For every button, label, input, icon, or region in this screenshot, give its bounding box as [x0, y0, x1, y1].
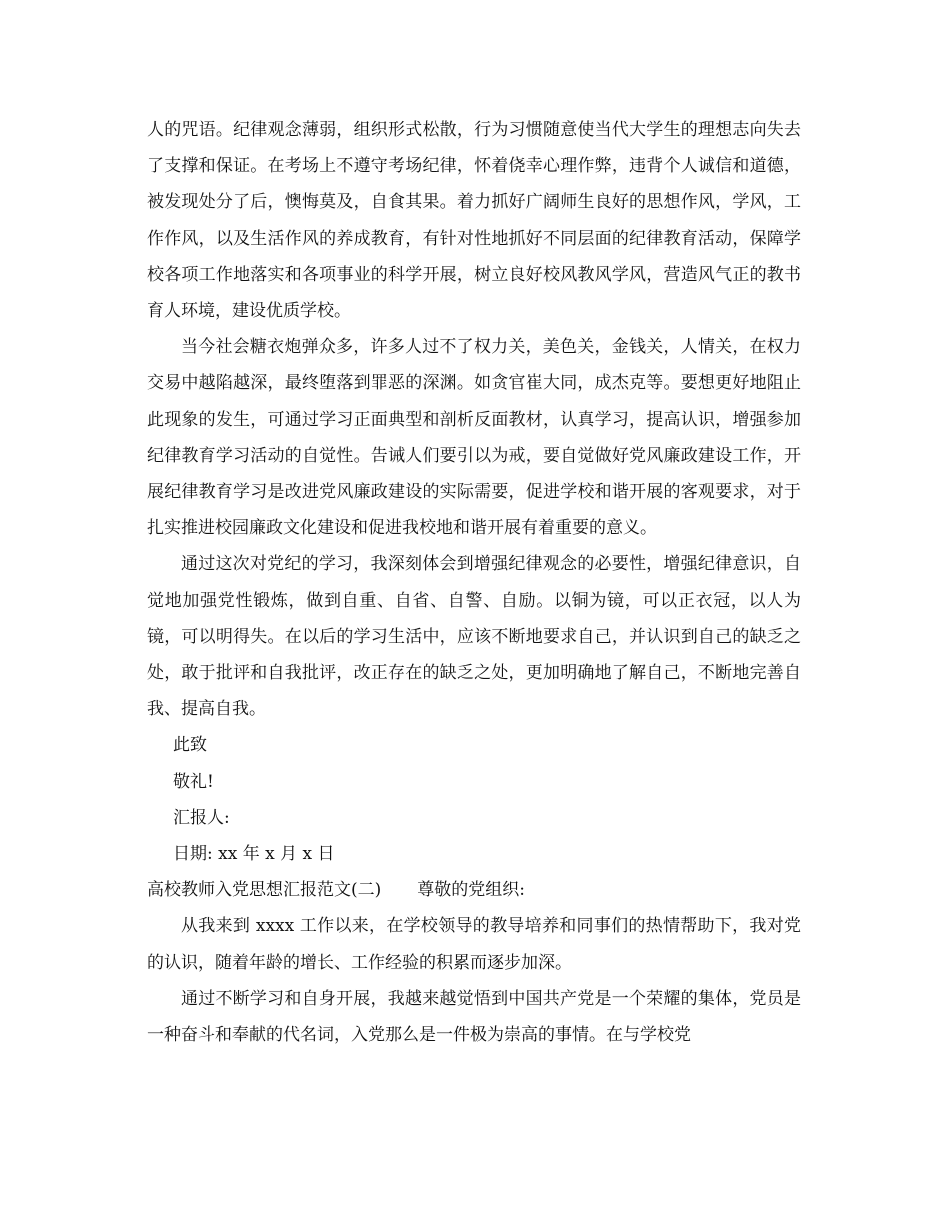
section-title: 高校教师入党思想汇报范文(二): [147, 880, 382, 901]
document-body: [147, 112, 801, 1053]
paragraph-continued: 人的咒语。纪律观念薄弱，组织形式松散，行为习惯随意使当代大学生的理想志向失去了支撑和保证。在考场上不遵守考场纪律，怀着侥幸心理作弊，违背个人诚信和道德，被发现处分了后，懊悔莫及，自食其果。着力抓好广阔师生良好的思想作风，学风，工作作风，以及生活作风的养成教育，有针对性地抓好不同层面的纪律教育活动，保障学校各项工作地落实和各项事业的科学开展，树立良好校风教风学风，营造风气正的教书育人环境，建设优质学校。: [147, 120, 801, 322]
paragraph-intro: 从我来到 xxxx 工作以来，在学校领导的教导培养和同事们的热情帮助下，我对党的认识，随着年龄的增长、工作经验的积累而逐步加深。: [147, 916, 801, 973]
closing-cizhi: 此致: [173, 735, 207, 756]
section-salutation: 尊敬的党组织:: [417, 880, 525, 901]
paragraph-temptations: 当今社会糖衣炮弹众多，许多人过不了权力关，美色关，金钱关，人情关，在权力交易中越陷越深，最终堕落到罪恶的深渊。如贪官崔大同，成杰克等。要想更好地阻止此现象的发生，可通过学习正面典型和剖析反面教材，认真学习，提高认识，增强参加纪律教育学习活动的自觉性。告诫人们要引以为戒，要自觉做好党风廉政建设工作，开展纪律教育学习是改进党风廉政建设的实际需要，促进学校和谐开展的客观要求，对于扎实推进校园廉政文化建设和促进我校地和谐开展有着重要的意义。: [147, 337, 801, 539]
closing-reporter: 汇报人:: [173, 807, 230, 828]
paragraph-reflection: 通过这次对党纪的学习，我深刻体会到增强纪律观念的必要性，增强纪律意识，自觉地加强党性锻炼，做到自重、自省、自警、自励。以铜为镜，可以正衣冠，以人为镜，可以明得失。在以后的学习生活中，应该不断地要求自己，并认识到自己的缺乏之处，敢于批评和自我批评，改正存在的缺乏之处，更加明确地了解自己，不断地完善自我、提高自我。: [147, 554, 801, 720]
closing-jingli: 敬礼!: [173, 771, 214, 792]
section-heading: [147, 872, 801, 908]
paragraph-awareness: 通过不断学习和自身开展，我越来越觉悟到中国共产党是一个荣耀的集体，党员是一种奋斗和奉献的代名词，入党那么是一件极为崇高的事情。在与学校党: [147, 988, 801, 1046]
closing-date: 日期: xx 年 x 月 x 日: [173, 844, 335, 865]
